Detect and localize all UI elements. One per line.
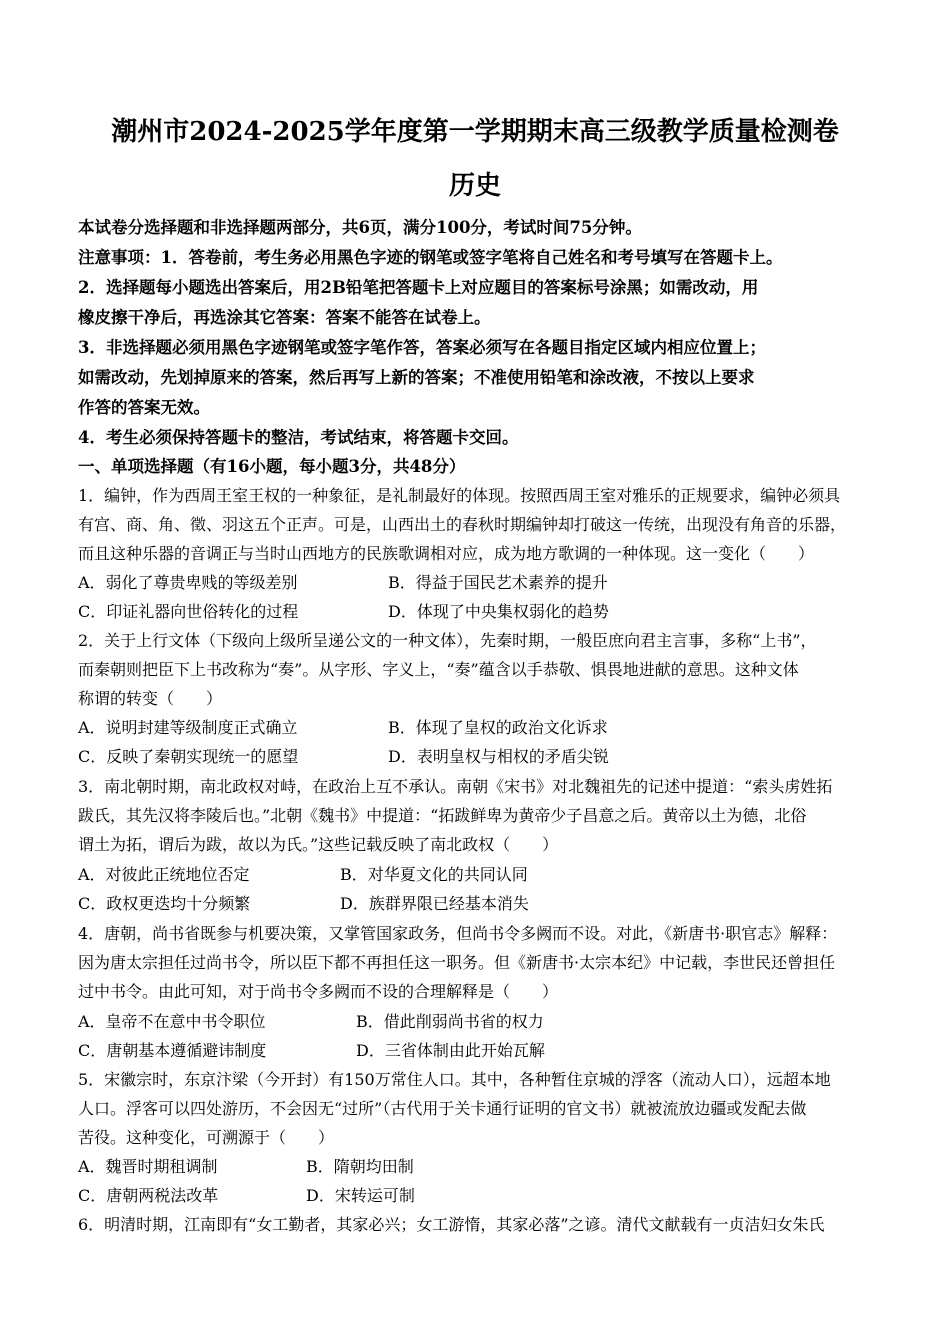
option-d: D．体现了中央集权弱化的趋势 [388,602,609,621]
instructions-intro: 本试卷分选择题和非选择题两部分，共6页，满分100分，考试时间75分钟。 [78,218,642,237]
option-b: B．隋朝均田制 [306,1157,414,1176]
question-text-line: 人口。浮客可以四处游历，不会因无“过所”（古代用于关卡通行证明的官文书）就被流放边疆或发配去做 [78,1099,807,1118]
question-text-line: 苦役。这种变化，可溯源于（ ） [78,1128,335,1147]
option-a: A．对彼此正统地位否定 [78,865,250,884]
option-b: B．借此削弱尚书省的权力 [356,1012,544,1031]
option-b: B．体现了皇权的政治文化诉求 [388,718,608,737]
option-b: B．对华夏文化的共同认同 [340,865,528,884]
exam-title: 潮州市2024-2025学年度第一学期期末高三级教学质量检测卷 [111,117,839,147]
option-a: A．魏晋时期租调制 [78,1157,218,1176]
section-heading: 一、单项选择题（有16小题，每小题3分，共48分） [78,457,466,476]
instructions-note-3-line-1: 3．非选择题必须用黑色字迹钢笔或签字笔作答，答案必须写在各题目指定区域内相应位置上； [78,338,766,357]
question-text-line: 5．宋徽宗时，东京汴梁（今开封）有150万常住人口。其中，各种暂住京城的浮客（流动人口），远超本地 [78,1070,831,1089]
option-d: D．表明皇权与相权的矛盾尖锐 [388,747,609,766]
option-b: B．得益于国民艺术素养的提升 [388,573,608,592]
option-a: A．说明封建等级制度正式确立 [78,718,298,737]
option-c: C．反映了秦朝实现统一的愿望 [78,747,299,766]
question-text-line: 谓土为拓，谓后为跋，故以为氏。”这些记载反映了南北政权（ ） [78,835,559,854]
question-text-line: 跋氏，其先汉将李陵后也。”北朝《魏书》中提道：“拓跋鲜卑为黄帝少子昌意之后。黄帝以土为德，北俗 [78,806,807,825]
question-text-line: 因为唐太宗担任过尚书令，所以臣下都不再担任这一职务。但《新唐书·太宗本纪》中记载，李世民还曾担任 [78,953,836,972]
question-text-line: 有宫、商、角、徵、羽这五个正声。可是，山西出土的春秋时期编钟却打破这一传统，出现没有角音的乐器， [78,515,847,534]
question-text-line: 过中书令。由此可知，对于尚书令多阙而不设的合理解释是（ ） [78,982,559,1001]
question-text-line: 1．编钟，作为西周王室王权的一种象征，是礼制最好的体现。按照西周王室对雅乐的正规要求，编钟必须具 [78,486,841,505]
option-d: D．族群界限已经基本消失 [340,894,529,913]
option-d: D．三省体制由此开始瓦解 [356,1041,545,1060]
instructions-note-3-line-3: 作答的答案无效。 [78,398,210,417]
question-text-line: 而秦朝则把臣下上书改称为“奏”。从字形、字义上，“奏”蕴含以手恭敬、惧畏地进献的意思。这种文体 [78,660,799,679]
question-text-line: 2．关于上行文体（下级向上级所呈递公文的一种文体），先秦时期，一般臣庶向君主言事，多称“上书”， [78,631,817,650]
option-c: C．唐朝两税法改革 [78,1186,219,1205]
instructions-note-1: 注意事项：1．答卷前，考生务必用黑色字迹的钢笔或签字笔将自己姓名和考号填写在答题卡上。 [78,248,783,267]
option-c: C．印证礼器向世俗转化的过程 [78,602,299,621]
question-text-line: 4．唐朝，尚书省既参与机要决策，又掌管国家政务，但尚书令多阙而不设。对此，《新唐书·职官志》解释： [78,924,838,943]
instructions-note-2-line-2: 橡皮擦干净后，再选涂其它答案：答案不能答在试卷上。 [78,308,491,327]
question-text-line: 6．明清时期，江南即有“女工勤者，其家必兴；女工游惰，其家必落”之谚。清代文献载有一贞洁妇女朱氏 [78,1215,825,1234]
instructions-note-2-line-1: 2．选择题每小题选出答案后，用2B铅笔把答题卡上对应题目的答案标号涂黑；如需改动，用 [78,278,759,297]
option-c: C．政权更迭均十分频繁 [78,894,251,913]
option-d: D．宋转运可制 [306,1186,415,1205]
question-text-line: 3．南北朝时期，南北政权对峙，在政治上互不承认。南朝《宋书》对北魏祖先的记述中提道：“索头虏姓拓 [78,777,833,796]
instructions-note-4: 4．考生必须保持答题卡的整洁，考试结束，将答题卡交回。 [78,428,519,447]
option-a: A．弱化了尊贵卑贱的等级差别 [78,573,298,592]
subject-title: 历史 [448,171,501,201]
instructions-note-3-line-2: 如需改动，先划掉原来的答案，然后再写上新的答案；不准使用铅笔和涂改液，不按以上要求 [78,368,755,387]
question-text-line: 称谓的转变（ ） [78,689,223,708]
question-text-line: 而且这种乐器的音调正与当时山西地方的民族歌调相对应，成为地方歌调的一种体现。这一变化（ ） [78,544,815,563]
option-c: C．唐朝基本遵循避讳制度 [78,1041,267,1060]
option-a: A．皇帝不在意中书令职位 [78,1012,266,1031]
